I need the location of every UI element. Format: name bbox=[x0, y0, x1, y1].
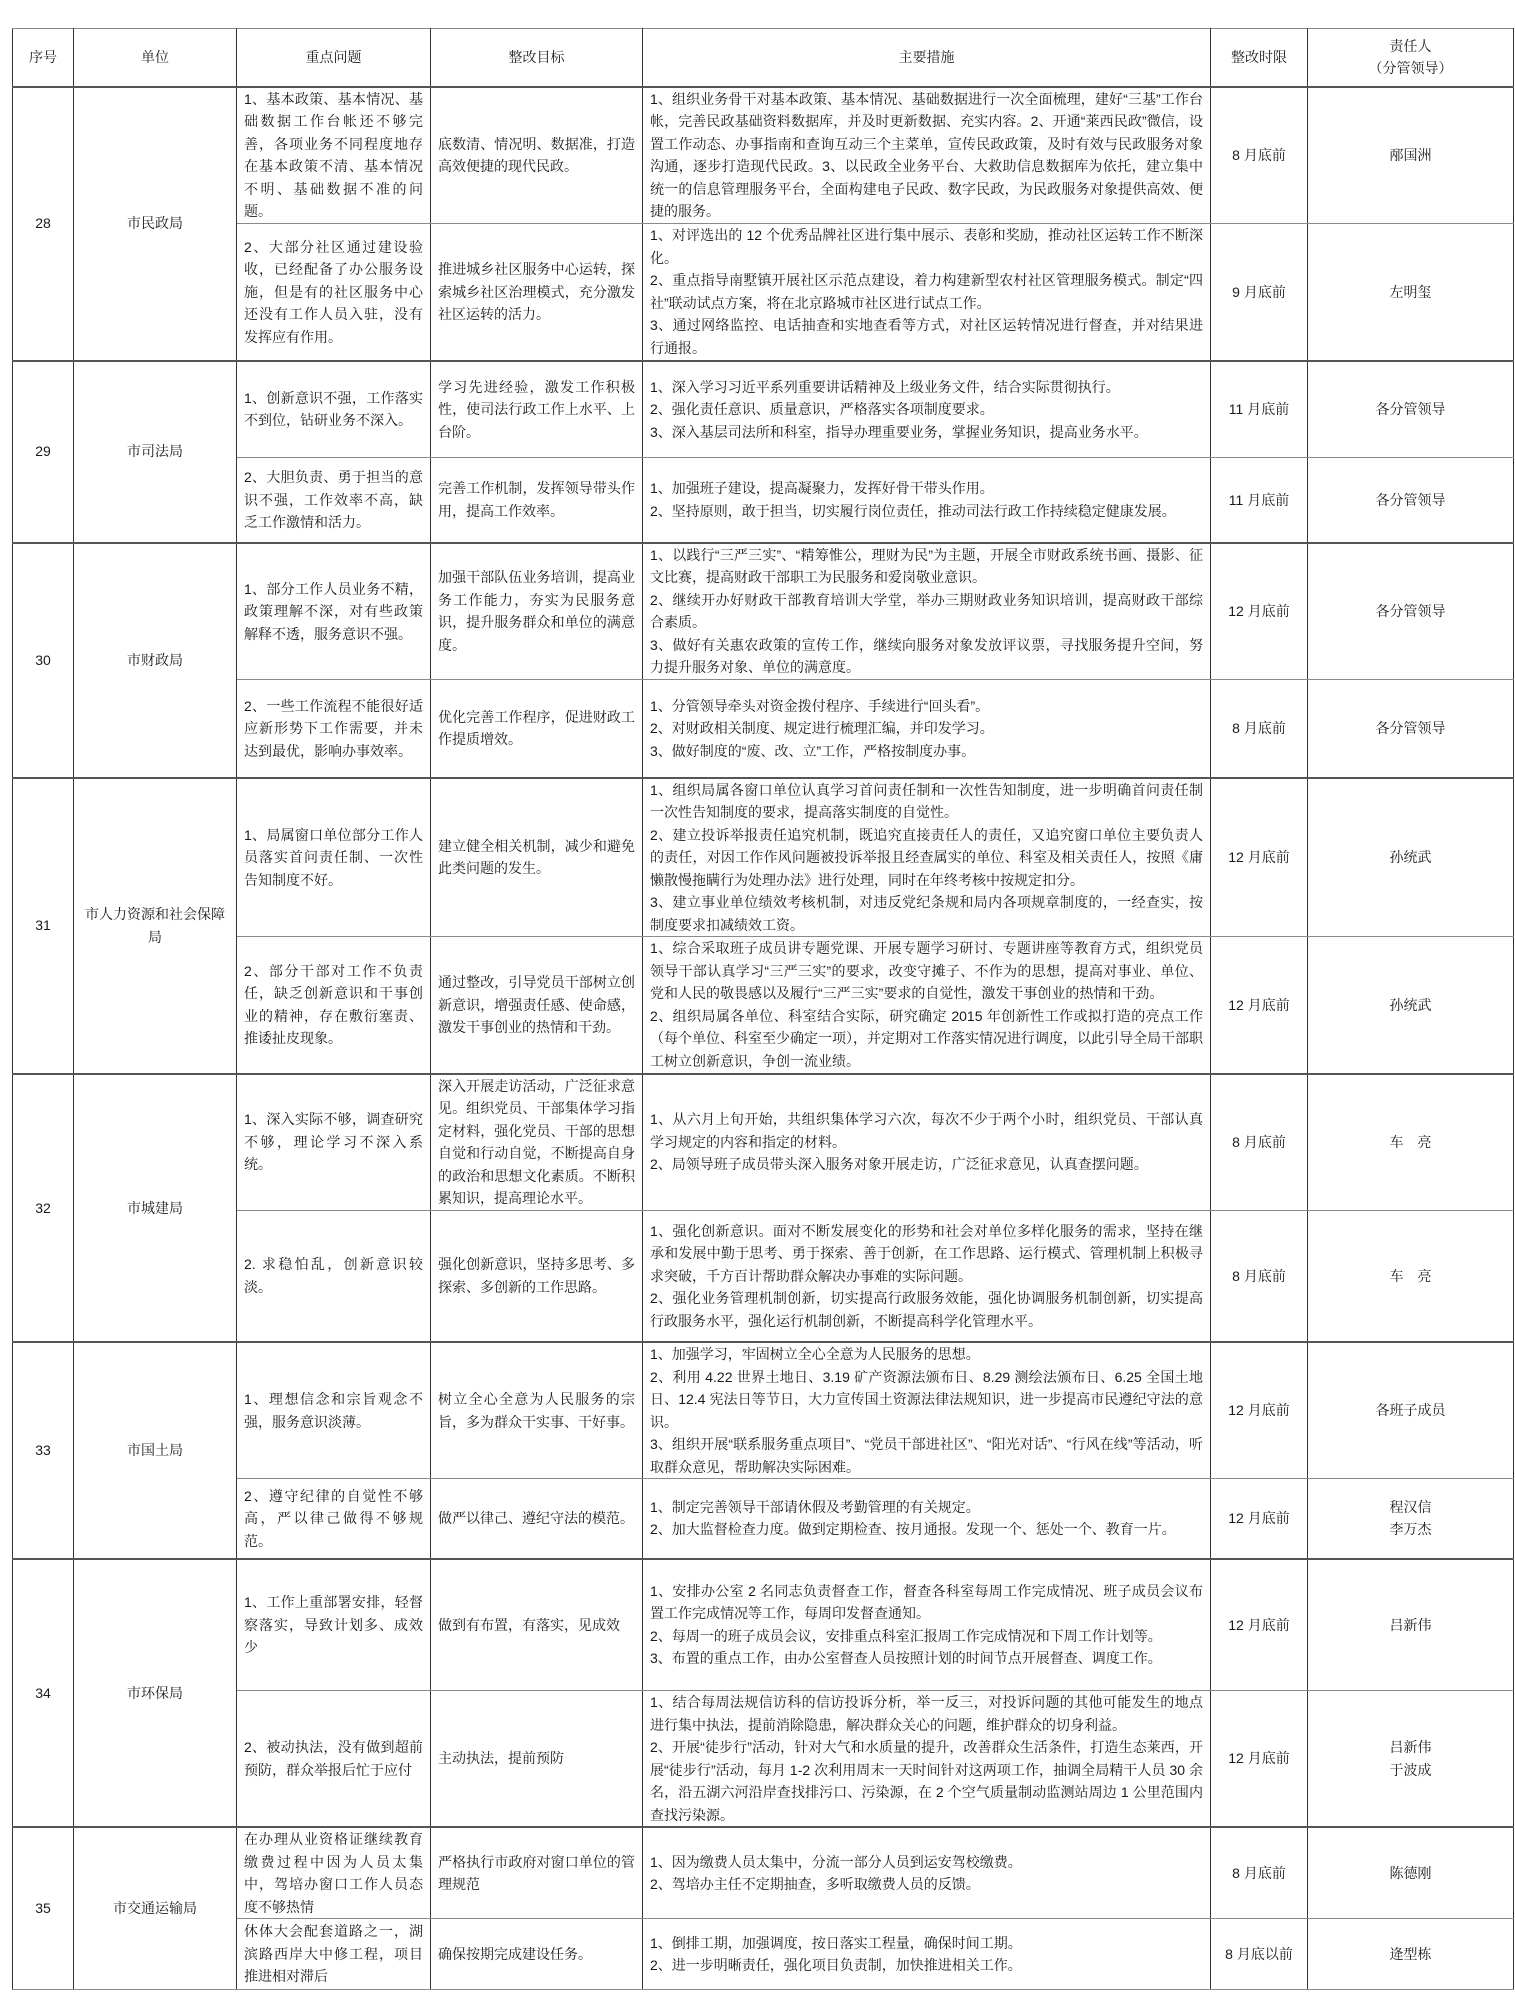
table-row bbox=[13, 1559, 1514, 1691]
row-number-cell: 35 bbox=[13, 1827, 74, 1990]
owner-cell bbox=[1308, 224, 1514, 361]
measure-item: 2、驾培办主任不定期抽查，多听取缴费人员的反馈。 bbox=[650, 1876, 980, 1892]
measure-item: 1、强化创新意识。面对不断发展变化的形势和社会对单位多样化服务的需求，坚持在继承和发展中勤于思考、勇于探索、善于创新，在工作思路、运行模式、管理机制上积极寻求突破，千方百计帮助群众解决办事难的实际问题。 bbox=[650, 1222, 1203, 1284]
measures-cell bbox=[643, 1210, 1211, 1342]
goal-cell: 树立全心全意为人民服务的宗旨，多为群众干实事、干好事。 bbox=[431, 1342, 643, 1479]
goal-cell: 底数清、情况明、数据准，打造高效便捷的现代民政。 bbox=[431, 87, 643, 224]
row-number-cell: 28 bbox=[13, 87, 74, 361]
measure-item: 2、进一步明晰责任，强化项目负责制，加快推进相关工作。 bbox=[650, 1957, 1022, 1973]
issue-cell: 2、一些工作流程不能很好适应新形势下工作需要，并未达到最优，影响办事效率。 bbox=[237, 680, 431, 778]
owner-cell bbox=[1308, 778, 1514, 937]
row-number-cell: 29 bbox=[13, 361, 74, 543]
deadline-cell: 8 月底前 bbox=[1211, 680, 1308, 778]
owner-name: 程汉信 bbox=[1389, 1498, 1432, 1515]
issue-cell: 2、大胆负责、勇于担当的意识不强，工作效率不高，缺乏工作激情和活力。 bbox=[237, 458, 431, 543]
unit-cell: 市民政局 bbox=[74, 87, 237, 361]
goal-cell: 做到有布置，有落实，见成效 bbox=[431, 1559, 643, 1691]
measure-item: 1、安排办公室 2 名同志负责督查工作，督查各科室每周工作完成情况、班子成员会议布置工作完成情况等工作，每周印发督查通知。 bbox=[650, 1582, 1203, 1622]
row-number-cell: 32 bbox=[13, 1074, 74, 1343]
table-row bbox=[13, 937, 1514, 1074]
measure-item: 2、强化业务管理机制创新，切实提高行政服务效能，强化协调服务机制创新，切实提高行政服务水平，强化运行机制创新，不断提高科学化管理水平。 bbox=[650, 1290, 1203, 1329]
measures-cell bbox=[643, 1919, 1211, 1990]
row-number-cell: 33 bbox=[13, 1342, 74, 1559]
measure-item: 2、利用 4.22 世界土地日、3.19 矿产资源法颁布日、8.29 测绘法颁布日、6.25 全国土地日、12.4 宪法日等节日，大力宣传国土资源法律法规知识，进一步提高市民遵纪守法的意识。 bbox=[650, 1368, 1203, 1430]
measure-item: 2、强化责任意识、质量意识，严格落实各项制度要求。 bbox=[650, 401, 994, 417]
issue-cell: 休体大会配套道路之一，湖滨路西岸大中修工程，项目推进相对滞后 bbox=[237, 1919, 431, 1990]
unit-cell: 市交通运输局 bbox=[74, 1827, 237, 1990]
header-owner-title: 责任人 bbox=[1389, 37, 1432, 54]
deadline-cell: 11 月底前 bbox=[1211, 458, 1308, 543]
owner-cell bbox=[1308, 1919, 1514, 1990]
measure-item: 3、组织开展“联系服务重点项目”、“党员干部进社区”、“阳光对话”、“行风在线”等活动，听取群众意见，帮助解决实际困难。 bbox=[650, 1436, 1203, 1475]
header-owner bbox=[1308, 29, 1514, 87]
issue-cell: 2、被动执法，没有做到超前预防，群众举报后忙于应付 bbox=[237, 1691, 431, 1828]
header-goal: 整改目标 bbox=[431, 29, 643, 87]
owner-name: 吕新伟 bbox=[1389, 1739, 1432, 1755]
goal-cell: 通过整改，引导党员干部树立创新意识，增强责任感、使命感，激发干事创业的热情和干劲。 bbox=[431, 937, 643, 1074]
owner-cell bbox=[1308, 1479, 1514, 1559]
measure-item: 1、综合采取班子成员讲专题党课、开展专题学习研讨、专题讲座等教育方式，组织党员领导干部认真学习“三严三实”的要求，改变守摊子、不作为的思想，提高对事业、单位、党和人民的敬畏感以及履行“三严三实”要求的自觉性，激发干事创业的热情和干劲。 bbox=[650, 940, 1203, 1002]
owner-cell bbox=[1308, 361, 1514, 458]
unit-cell: 市城建局 bbox=[74, 1074, 237, 1343]
owner-cell bbox=[1308, 87, 1514, 224]
goal-cell: 完善工作机制，发挥领导带头作用，提高工作效率。 bbox=[431, 458, 643, 543]
deadline-cell: 12 月底前 bbox=[1211, 1342, 1308, 1479]
measure-item: 2、组织局属各单位、科室结合实际，研究确定 2015 年创新性工作或拟打造的亮点工作（每个单位、科室至少确定一项），并定期对工作落实情况进行调度，以此引导全局干部职工树立创新意识，争创一流业绩。 bbox=[650, 1007, 1203, 1069]
measure-item: 1、组织局属各窗口单位认真学习首问责任制和一次性告知制度，进一步明确首问责任制一次性告知制度的要求，提高落实制度的自觉性。 bbox=[650, 781, 1203, 820]
measure-item: 1、以践行“三严三实”、“精筹惟公，理财为民”为主题，开展全市财政系统书画、摄影、征文比赛，提高财政干部职工为民服务和爱岗敬业意识。 bbox=[650, 546, 1203, 586]
unit-cell: 市财政局 bbox=[74, 543, 237, 778]
measures-cell bbox=[643, 1074, 1211, 1211]
measure-item: 2、每周一的班子成员会议，安排重点科室汇报周工作完成情况和下周工作计划等。 bbox=[650, 1627, 1162, 1644]
measure-item: 2、建立投诉举报责任追究机制，既追究直接责任人的责任，又追究窗口单位主要负责人的责任，对因工作作风问题被投诉举报且经查属实的单位、科室及相关责任人，按照《庸懒散慢拖瞒行为处理办法》进行处理，同时在年终考核中按规定扣分。 bbox=[650, 826, 1203, 888]
deadline-cell: 12 月底前 bbox=[1211, 937, 1308, 1074]
owner-name: 车 亮 bbox=[1389, 1133, 1432, 1150]
measure-item: 3、深入基层司法所和科室，指导办理重要业务，掌握业务知识，提高业务水平。 bbox=[650, 423, 1148, 440]
measures-cell bbox=[643, 458, 1211, 543]
goal-cell: 做严以律己、遵纪守法的模范。 bbox=[431, 1479, 643, 1559]
issue-cell: 1、理想信念和宗旨观念不强，服务意识淡薄。 bbox=[237, 1342, 431, 1479]
table-row bbox=[13, 1342, 1514, 1479]
deadline-cell: 8 月底前 bbox=[1211, 1210, 1308, 1342]
owner-name: 吕新伟 bbox=[1389, 1616, 1432, 1633]
table-row bbox=[13, 1074, 1514, 1211]
measures-cell bbox=[643, 543, 1211, 680]
owner-cell bbox=[1308, 1559, 1514, 1691]
owner-name: 各分管领导 bbox=[1375, 401, 1446, 417]
deadline-cell: 8 月底前 bbox=[1211, 1827, 1308, 1919]
deadline-cell: 12 月底前 bbox=[1211, 778, 1308, 937]
header-owner-subtitle: （分管领导） bbox=[1368, 60, 1453, 77]
table-row bbox=[13, 458, 1514, 543]
owner-cell bbox=[1308, 1074, 1514, 1211]
table-row bbox=[13, 1919, 1514, 1990]
measure-item: 3、布置的重点工作，由办公室督查人员按照计划的时间节点开展督查、调度工作。 bbox=[650, 1650, 1162, 1667]
measure-item: 2、重点指导南墅镇开展社区示范点建设，着力构建新型农村社区管理服务模式。制定“四社”联动试点方案，将在北京路城市社区进行试点工作。 bbox=[650, 272, 1203, 311]
measures-cell bbox=[643, 224, 1211, 361]
owner-name: 各班子成员 bbox=[1375, 1402, 1446, 1419]
unit-cell: 市国土局 bbox=[74, 1342, 237, 1559]
measure-item: 1、制定完善领导干部请休假及考勤管理的有关规定。 bbox=[650, 1498, 980, 1515]
deadline-cell: 11 月底前 bbox=[1211, 361, 1308, 458]
issue-cell: 2. 求稳怕乱，创新意识较淡。 bbox=[237, 1210, 431, 1342]
deadline-cell: 9 月底前 bbox=[1211, 224, 1308, 361]
measure-item: 2、对财政相关制度、规定进行梳理汇编，并印发学习。 bbox=[650, 720, 994, 736]
measures-cell bbox=[643, 361, 1211, 458]
header-row bbox=[13, 29, 1514, 87]
goal-cell: 深入开展走访活动，广泛征求意见。组织党员、干部集体学习指定材料，强化党员、干部的思想自觉和行动自觉，不断提高自身的政治和思想文化素质。不断积累知识，提高理论水平。 bbox=[431, 1074, 643, 1211]
measure-item: 2、加大监督检查力度。做到定期检查、按月通报。发现一个、惩处一个、教育一片。 bbox=[650, 1521, 1176, 1538]
measure-item: 1、结合每周法规信访科的信访投诉分析，举一反三，对投诉问题的其他可能发生的地点进行集中执法，提前消除隐患，解决群众关心的问题，维护群众的切身利益。 bbox=[650, 1694, 1203, 1733]
goal-cell: 优化完善工作程序，促进财政工作提质增效。 bbox=[431, 680, 643, 778]
measure-item: 1、组织业务骨干对基本政策、基本情况、基础数据进行一次全面梳理，建好“三基”工作台帐，完善民政基础资料数据库，并及时更新数据、充实内容。2、开通“莱西民政”微信，设置工作动态、办事指南和查询互动三个主菜单，宣传民政政策，及时有效与民政服务对象沟通，逐步打造现代民政。3、以民政全业务平台、大救助信息数据库为依托，建立集中统一的信息管理服务平台，全面构建电子民政、数字民政，为民政服务对象提供高效、便捷的服务。 bbox=[650, 90, 1203, 220]
measures-cell bbox=[643, 1691, 1211, 1828]
header-issue: 重点问题 bbox=[237, 29, 431, 87]
measure-item: 1、分管领导牵头对资金拨付程序、手续进行“回头看”。 bbox=[650, 697, 990, 714]
owner-name: 左明玺 bbox=[1389, 283, 1432, 300]
row-number-cell: 34 bbox=[13, 1559, 74, 1828]
issue-cell: 2、遵守纪律的自觉性不够高，严以律己做得不够规范。 bbox=[237, 1479, 431, 1559]
goal-cell: 强化创新意识，坚持多思考、多探索、多创新的工作思路。 bbox=[431, 1210, 643, 1342]
deadline-cell: 8 月底前 bbox=[1211, 87, 1308, 224]
measure-item: 1、加强班子建设，提高凝聚力，发挥好骨干带头作用。 bbox=[650, 480, 994, 497]
owner-name: 各分管领导 bbox=[1375, 491, 1446, 508]
owner-name: 各分管领导 bbox=[1375, 720, 1446, 736]
measure-item: 2、开展“徒步行”活动，针对大气和水质量的提升，改善群众生活条件，打造生态莱西，开展“徒步行”活动，每月 1-2 次利用周末一天时间针对这两项工作，抽调全局精干人员 30 余名，沿五湖六河沿岸查找排污口、污染源，在 2 个空气质量制动监测站周边 1 公里范围内查找污染源。 bbox=[650, 1739, 1203, 1823]
measure-item: 2、局领导班子成员带头深入服务对象开展走访，广泛征求意见，认真查摆问题。 bbox=[650, 1156, 1148, 1173]
header-index: 序号 bbox=[13, 29, 74, 87]
unit-cell: 市人力资源和社会保障局 bbox=[74, 778, 237, 1074]
measure-item: 1、加强学习，牢固树立全心全意为人民服务的思想。 bbox=[650, 1346, 980, 1362]
measure-item: 1、深入学习习近平系列重要讲话精神及上级业务文件，结合实际贯彻执行。 bbox=[650, 378, 1120, 395]
goal-cell: 学习先进经验，激发工作积极性，使司法行政工作上水平、上台阶。 bbox=[431, 361, 643, 458]
row-number-cell: 30 bbox=[13, 543, 74, 778]
owner-cell bbox=[1308, 543, 1514, 680]
measures-cell bbox=[643, 1827, 1211, 1919]
owner-name: 逄型栋 bbox=[1389, 1945, 1432, 1962]
header-deadline: 整改时限 bbox=[1211, 29, 1308, 87]
deadline-cell: 12 月底前 bbox=[1211, 1691, 1308, 1828]
deadline-cell: 8 月底以前 bbox=[1211, 1919, 1308, 1990]
unit-cell: 市环保局 bbox=[74, 1559, 237, 1828]
owner-cell bbox=[1308, 1691, 1514, 1828]
owner-cell bbox=[1308, 1210, 1514, 1342]
row-number-cell: 31 bbox=[13, 778, 74, 1074]
measure-item: 1、因为缴费人员太集中，分流一部分人员到运安驾校缴费。 bbox=[650, 1853, 1022, 1870]
owner-name: 陈德刚 bbox=[1389, 1864, 1432, 1881]
measures-cell bbox=[643, 680, 1211, 778]
measure-item: 3、通过网络监控、电话抽查和实地查看等方式，对社区运转情况进行督查，并对结果进行通报。 bbox=[650, 317, 1203, 356]
deadline-cell: 12 月底前 bbox=[1211, 1559, 1308, 1691]
owner-name: 于波成 bbox=[1389, 1761, 1432, 1778]
issue-cell: 1、深入实际不够，调查研究不够，理论学习不深入系统。 bbox=[237, 1074, 431, 1211]
table-row bbox=[13, 1479, 1514, 1559]
measures-cell bbox=[643, 1559, 1211, 1691]
measure-item: 3、做好有关惠农政策的宣传工作，继续向服务对象发放评议票，寻找服务提升空间，努力提升服务对象、单位的满意度。 bbox=[650, 636, 1203, 676]
owner-name: 孙统武 bbox=[1389, 996, 1432, 1013]
goal-cell: 建立健全相关机制，减少和避免此类问题的发生。 bbox=[431, 778, 643, 937]
owner-cell bbox=[1308, 1342, 1514, 1479]
goal-cell: 加强干部队伍业务培训，提高业务工作能力，夯实为民服务意识，提升服务群众和单位的满意度。 bbox=[431, 543, 643, 680]
unit-cell: 市司法局 bbox=[74, 361, 237, 543]
measure-item: 1、从六月上旬开始，共组织集体学习六次，每次不少于两个小时，组织党员、干部认真学习规定的内容和指定的材料。 bbox=[650, 1111, 1203, 1150]
issue-cell: 1、部分工作人员业务不精，政策理解不深，对有些政策解释不透，服务意识不强。 bbox=[237, 543, 431, 680]
deadline-cell: 12 月底前 bbox=[1211, 1479, 1308, 1559]
owner-cell bbox=[1308, 937, 1514, 1074]
measure-item: 1、对评选出的 12 个优秀品牌社区进行集中展示、表彰和奖励，推动社区运转工作不断深化。 bbox=[650, 227, 1203, 266]
owner-cell bbox=[1308, 458, 1514, 543]
measures-cell bbox=[643, 87, 1211, 224]
measures-cell bbox=[643, 778, 1211, 937]
owner-cell bbox=[1308, 1827, 1514, 1919]
goal-cell: 确保按期完成建设任务。 bbox=[431, 1919, 643, 1990]
measure-item: 3、做好制度的“废、改、立”工作，严格按制度办事。 bbox=[650, 742, 976, 759]
measures-cell bbox=[643, 1342, 1211, 1479]
table-row bbox=[13, 1210, 1514, 1342]
owner-name: 各分管领导 bbox=[1375, 603, 1446, 619]
issue-cell: 1、工作上重部署安排，轻督察落实，导致计划多、成效少 bbox=[237, 1559, 431, 1691]
measure-item: 1、倒排工期，加强调度，按日落实工程量，确保时间工期。 bbox=[650, 1934, 1022, 1951]
measure-item: 3、建立事业单位绩效考核机制，对违反党纪条规和局内各项规章制度的，一经查实，按制度要求扣减绩效工资。 bbox=[650, 894, 1203, 933]
owner-name: 李万杰 bbox=[1389, 1521, 1432, 1538]
table-row bbox=[13, 1691, 1514, 1828]
issue-cell: 在办理从业资格证继续教育缴费过程中因为人员太集中，驾培办窗口工作人员态度不够热情 bbox=[237, 1827, 431, 1919]
measure-item: 2、坚持原则，敢于担当，切实履行岗位责任，推动司法行政工作持续稳定健康发展。 bbox=[650, 502, 1176, 519]
owner-cell bbox=[1308, 680, 1514, 778]
goal-cell: 主动执法，提前预防 bbox=[431, 1691, 643, 1828]
table-row bbox=[13, 1827, 1514, 1919]
table-row bbox=[13, 224, 1514, 361]
issue-cell: 2、部分干部对工作不负责任，缺乏创新意识和干事创业的精神，存在敷衍塞责、推诿扯皮现象。 bbox=[237, 937, 431, 1074]
table-row bbox=[13, 87, 1514, 224]
owner-name: 孙统武 bbox=[1389, 849, 1432, 865]
measures-cell bbox=[643, 937, 1211, 1074]
deadline-cell: 8 月底前 bbox=[1211, 1074, 1308, 1211]
table-row bbox=[13, 680, 1514, 778]
table-row bbox=[13, 543, 1514, 680]
table-row bbox=[13, 361, 1514, 458]
measure-item: 2、继续开办好财政干部教育培训大学堂，举办三期财政业务知识培训，提高财政干部综合素质。 bbox=[650, 591, 1203, 631]
issue-cell: 2、大部分社区通过建设验收，已经配备了办公服务设施，但是有的社区服务中心还没有工作人员入驻，没有发挥应有作用。 bbox=[237, 224, 431, 361]
owner-name: 车 亮 bbox=[1389, 1267, 1432, 1284]
header-unit: 单位 bbox=[74, 29, 237, 87]
issue-cell: 1、基本政策、基本情况、基础数据工作台帐还不够完善，各项业务不同程度地存在基本政策不清、基本情况不明、基础数据不准的问题。 bbox=[237, 87, 431, 224]
measures-cell bbox=[643, 1479, 1211, 1559]
owner-name: 邴国洲 bbox=[1389, 147, 1432, 163]
deadline-cell: 12 月底前 bbox=[1211, 543, 1308, 680]
issue-cell: 1、创新意识不强，工作落实不到位，钻研业务不深入。 bbox=[237, 361, 431, 458]
goal-cell: 严格执行市政府对窗口单位的管理规范 bbox=[431, 1827, 643, 1919]
goal-cell: 推进城乡社区服务中心运转，探索城乡社区治理模式，充分激发社区运转的活力。 bbox=[431, 224, 643, 361]
rectification-table bbox=[12, 28, 1514, 1990]
table-row bbox=[13, 778, 1514, 937]
header-measures: 主要措施 bbox=[643, 29, 1211, 87]
issue-cell: 1、局属窗口单位部分工作人员落实首问责任制、一次性告知制度不好。 bbox=[237, 778, 431, 937]
